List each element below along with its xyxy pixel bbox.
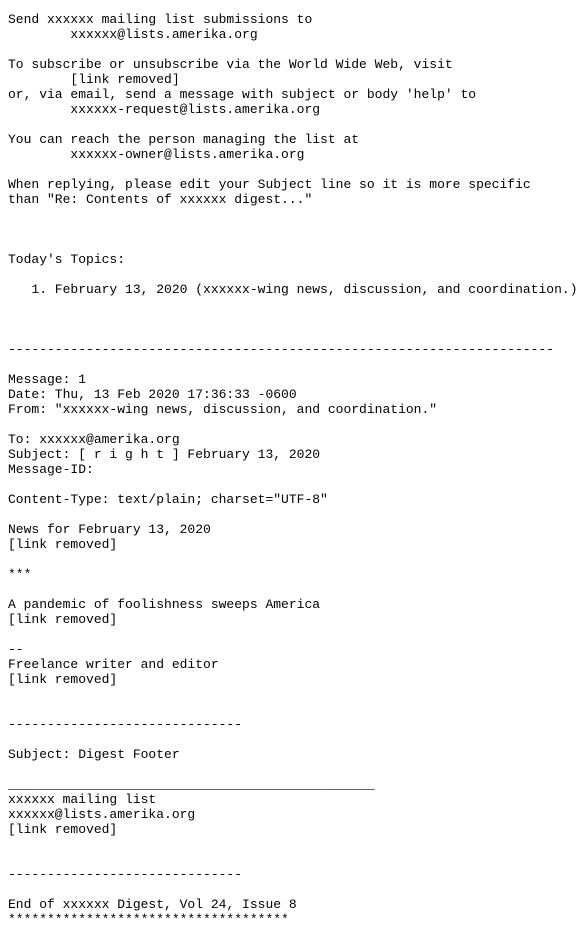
blank-line	[8, 162, 578, 177]
digest-end-text: End of xxxxxx Digest, Vol 24, Issue 8	[8, 897, 297, 912]
news-link[interactable]: [link removed]	[8, 537, 118, 552]
owner-address: xxxxxx-owner@lists.amerika.org	[8, 147, 305, 162]
blank-line	[8, 732, 578, 747]
blank-line	[8, 237, 578, 252]
reply-instruction-line-2: than "Re: Contents of xxxxxx digest..."	[8, 192, 313, 207]
blank-line	[8, 627, 578, 642]
topic-item: 1. February 13, 2020 (xxxxxx-wing news, discussion, and coordination.)	[8, 282, 578, 297]
blank-line	[8, 552, 578, 567]
message-number: Message: 1	[8, 372, 87, 387]
footer-subject: Subject: Digest Footer	[8, 747, 180, 762]
blank-line	[8, 297, 578, 312]
blank-line	[8, 882, 578, 897]
separator-short: ------------------------------	[8, 867, 243, 882]
message-to: To: xxxxxx@amerika.org	[8, 432, 180, 447]
blank-line	[8, 702, 578, 717]
message-from: From: "xxxxxx-wing news, discussion, and coordination."	[8, 402, 438, 417]
reply-instruction-line-1: When replying, please edit your Subject line so it is more specific	[8, 177, 531, 192]
digest-end-stars: ************************************	[8, 912, 289, 927]
news-title: News for February 13, 2020	[8, 522, 211, 537]
footer-list-address: xxxxxx@lists.amerika.org	[8, 807, 196, 822]
signature-role: Freelance writer and editor	[8, 657, 219, 672]
footer-list-name: xxxxxx mailing list	[8, 792, 157, 807]
blank-line	[8, 852, 578, 867]
request-address: xxxxxx-request@lists.amerika.org	[8, 102, 321, 117]
subscribe-intro: To subscribe or unsubscribe via the World Wide Web, visit	[8, 57, 453, 72]
article-link[interactable]: [link removed]	[8, 612, 118, 627]
topics-heading: Today's Topics:	[8, 252, 126, 267]
blank-line	[8, 312, 578, 327]
blank-line	[8, 687, 578, 702]
message-subject: Subject: [ r i g h t ] February 13, 2020	[8, 447, 321, 462]
signature-dashes: --	[8, 642, 24, 657]
email-intro: or, via email, send a message with subject or body 'help' to	[8, 87, 477, 102]
message-date: Date: Thu, 13 Feb 2020 17:36:33 -0600	[8, 387, 297, 402]
owner-intro: You can reach the person managing the list at	[8, 132, 360, 147]
blank-line	[8, 762, 578, 777]
blank-line	[8, 207, 578, 222]
blank-line	[8, 42, 578, 57]
blank-line	[8, 357, 578, 372]
blank-line	[8, 582, 578, 597]
article-headline: A pandemic of foolishness sweeps America	[8, 597, 321, 612]
blank-line	[8, 327, 578, 342]
blank-line	[8, 117, 578, 132]
signature-link[interactable]: [link removed]	[8, 672, 118, 687]
separator-short: ------------------------------	[8, 717, 243, 732]
blank-line	[8, 477, 578, 492]
blank-line	[8, 417, 578, 432]
subscribe-link[interactable]: [link removed]	[8, 72, 180, 87]
footer-link[interactable]: [link removed]	[8, 822, 118, 837]
blank-line	[8, 267, 578, 282]
blank-line	[8, 837, 578, 852]
message-id: Message-ID:	[8, 462, 94, 477]
separator-long: ----------------------------------------------------------------------	[8, 342, 555, 357]
footer-underline: _______________________________________________	[8, 777, 375, 792]
send-to-intro: Send xxxxxx mailing list submissions to	[8, 12, 313, 27]
list-address: xxxxxx@lists.amerika.org	[8, 27, 258, 42]
blank-line	[8, 222, 578, 237]
section-stars: ***	[8, 567, 32, 582]
content-type: Content-Type: text/plain; charset="UTF-8"	[8, 492, 328, 507]
blank-line	[8, 507, 578, 522]
